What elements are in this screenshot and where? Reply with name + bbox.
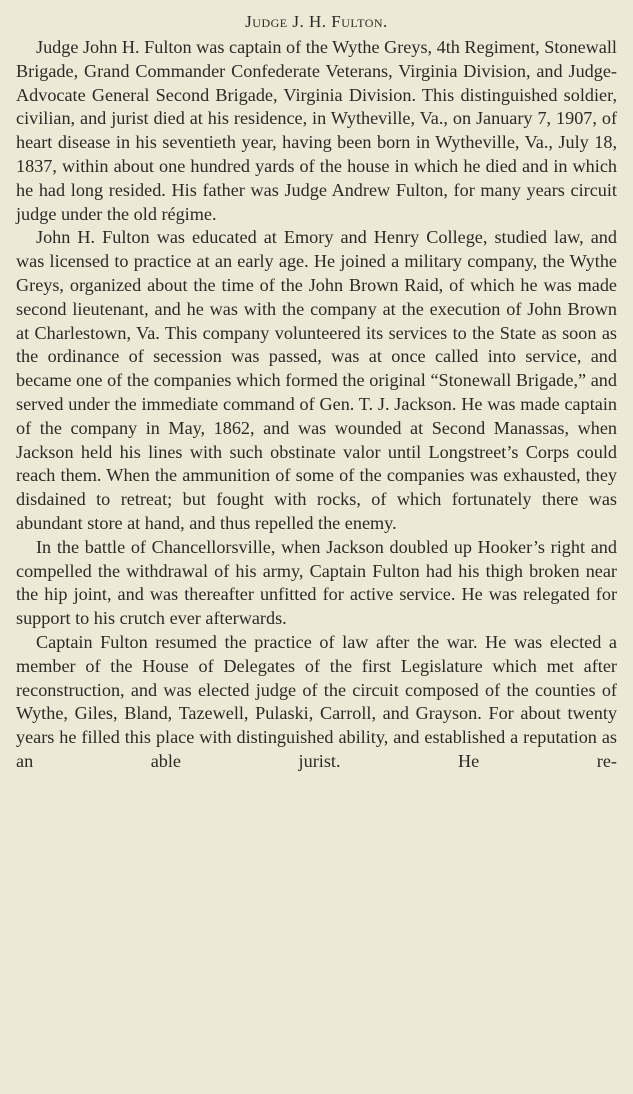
article-title: Judge J. H. Fulton. [245, 12, 388, 31]
paragraph-3: In the battle of Chancellorsville, when Jackson doubled up Hooker’s right and compelled the withdrawal of his army, Captain Fulton had his thigh broken near the hip joint, and was thereafter unfitted for active service. He was relegated for support to his crutch ever afterwards. [16, 536, 617, 629]
paragraph-1: Judge John H. Fulton was captain of the Wythe Greys, 4th Regiment, Stonewall Brigade, Grand Commander Confederate Veterans, Virginia Division, and Judge-Advocate General Second Brigade, Virginia Division. This distinguished soldier, civilian, and jurist died at his residence, in Wytheville, Va., on January 7, 1907, of heart disease in his seventieth year, having been born in Wytheville, Va., July 18, 1837, within about one hundred yards of the house in which he died and in which he had long resided. His father was Judge Andrew Fulton, for many years circuit judge under the old régime. [16, 37, 617, 224]
paragraph-2: John H. Fulton was educated at Emory and Henry College, studied law, and was licensed to practice at an early age. He joined a military company, the Wythe Greys, organized about the time of the John Brown Raid, of which he was made second lieutenant, and he was with the company at the execution of John Brown at Charlestown, Va. This company volunteered its services to the State as soon as the ordinance of secession was passed, was at once called into service, and became one of the companies which formed the original “Stonewall Brigade,” and served under the immediate command of Gen. T. J. Jackson. He was made captain of the company in May, 1862, and was wounded at Second Manassas, when Jackson held his lines with such obstinate valor until Longstreet’s Corps could reach them. When the ammunition of some of the companies was exhausted, they disdained to retreat; but fought with rocks, of which fortunately there was abundant store at hand, and thus repelled the enemy. [16, 227, 617, 533]
paragraph-4: Captain Fulton resumed the practice of law after the war. He was elected a member of the House of Delegates of the first Legislature which met after reconstruction, and was elected judge of the circuit composed of the counties of Wythe, Giles, Bland, Tazewell, Pulaski, Carroll, and Grayson. For about twenty years he filled this place with distinguished ability, and established a reputation as an able jurist. He re- [16, 631, 617, 771]
